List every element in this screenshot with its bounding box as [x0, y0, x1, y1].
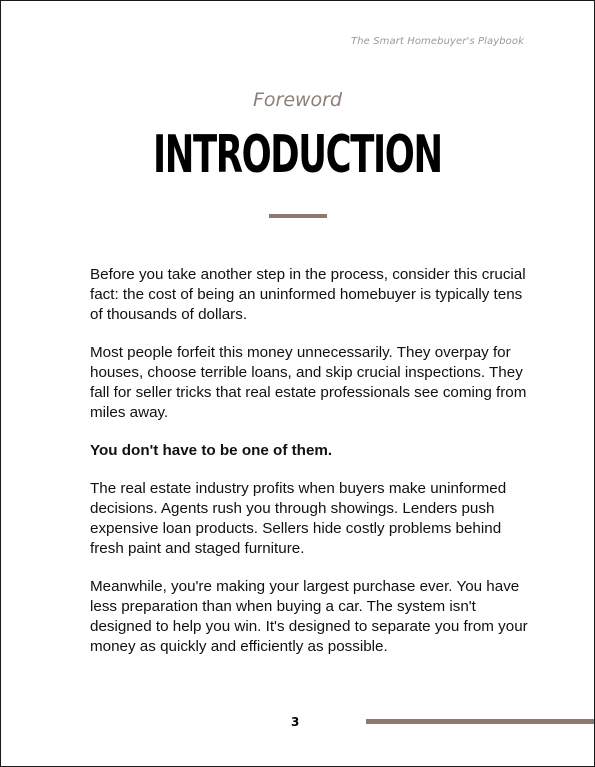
- running-header: The Smart Homebuyer's Playbook: [351, 36, 524, 47]
- chapter-eyebrow: Foreword: [252, 89, 343, 111]
- chapter-title: [1, 125, 594, 185]
- body-text: [90, 265, 530, 675]
- emphasis-paragraph: You don't have to be one of them.: [90, 442, 333, 459]
- paragraph: Most people forfeit this money unnecessarily. They overpay for houses, choose terrible loans, and skip crucial inspections. They fall for seller tricks that real estate professionals see coming from miles away.: [90, 344, 527, 421]
- paragraph: Meanwhile, you're making your largest purchase ever. You have less preparation than when buying a car. The system isn't designed to help you win. It's designed to separate you from your money as quickly and efficiently as possible.: [90, 578, 528, 655]
- footer-rule: [366, 719, 594, 724]
- chapter-title-text: INTRODUCTION: [153, 125, 442, 185]
- page-number: 3: [291, 715, 300, 729]
- title-divider: [269, 214, 327, 218]
- paragraph: The real estate industry profits when buyers make uninformed decisions. Agents rush you through showings. Lenders push expensive loan products. Sellers hide costly problems behind fresh paint and staged furniture.: [90, 480, 507, 557]
- paragraph: Before you take another step in the process, consider this crucial fact: the cost of being an uninformed homebuyer is typically tens of thousands of dollars.: [90, 266, 526, 323]
